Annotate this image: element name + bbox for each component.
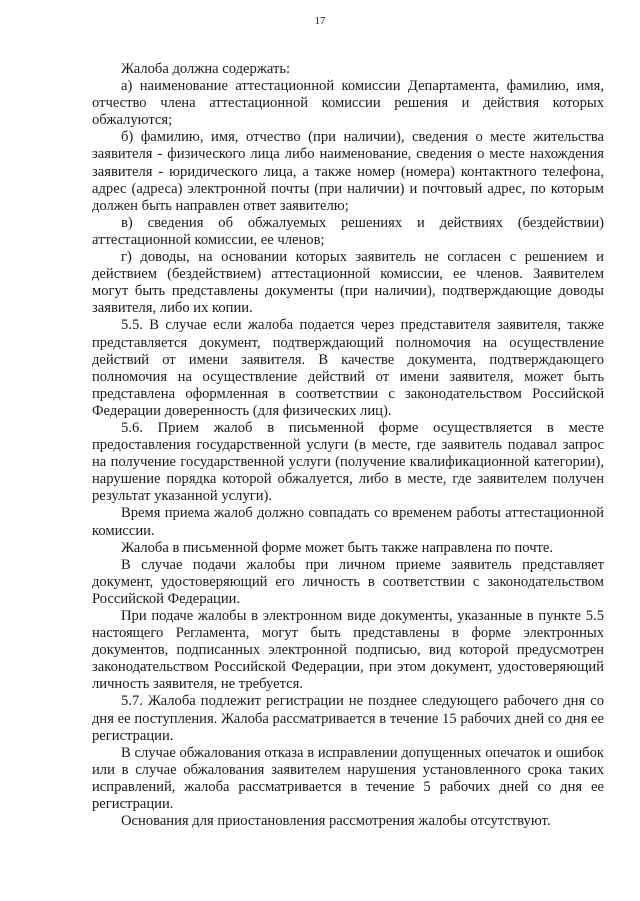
document-body [92,61,604,830]
paragraph-item-g: г) доводы, на основании которых заявитель не согласен с решением и действием (бездействием) аттестационной комиссии, ее членов. Заявителем могут быть представлены документы (при наличии), подтверждающие доводы заявителя, либо их копии. [92,249,604,317]
paragraph-section-5-6: 5.6. Прием жалоб в письменной форме осуществляется в месте предоставления государственной услуги (в месте, где заявитель подавал запрос на получение государственной услуги (получение квалификационной категории), нарушение порядка которой обжалуется, либо в месте, где заявителем получен результат указанной услуги). [92,419,604,505]
paragraph-section-5-5: 5.5. В случае если жалоба подается через представителя заявителя, также представляется документ, подтверждающий полномочия на осуществление действий от имени заявителя. В качестве документа, подтверждающего полномочия на осуществление действий от имени заявителя, может быть представлена оформленная в соответствии с законодательством Российской Федерации доверенность (для физических лиц). [92,317,604,419]
paragraph-electronic-submission: При подаче жалобы в электронном виде документы, указанные в пункте 5.5 настоящего Регламента, могут быть представлены в форме электронных документов, подписанных электронной подписью, вид которой предусмотрен законодательством Российской Федерации, при этом документ, удостоверяющий личность заявителя, не требуется. [92,608,604,693]
paragraph-item-a: а) наименование аттестационной комиссии Департамента, фамилию, имя, отчество члена аттестационной комиссии решения и действия которых обжалуются; [92,78,604,129]
paragraph-typo-correction: В случае обжалования отказа в исправлении допущенных опечаток и ошибок или в случае обжалования заявителем нарушения установленного срока таких исправлений, жалоба рассматривается в течение 5 рабочих дней со дня ее регистрации. [92,744,604,813]
paragraph-no-suspension: Основания для приостановления рассмотрения жалобы отсутствуют. [121,813,551,830]
paragraph-section-5-7: 5.7. Жалоба подлежит регистрации не позднее следующего рабочего дня со дня ее поступления. Жалоба рассматривается в течение 15 рабочих дней со дня ее регистрации. [92,693,604,744]
paragraph-item-v: в) сведения об обжалуемых решениях и действиях (бездействии) аттестационной комиссии, ее членов; [92,214,604,248]
paragraph-postal-submission: Жалоба в письменной форме может быть также направлена по почте. [121,539,554,556]
paragraph-reception-time: Время приема жалоб должно совпадать со временем работы аттестационной комиссии. [92,505,604,539]
paragraph-item-b: б) фамилию, имя, отчество (при наличии), сведения о месте жительства заявителя - физического лица либо наименование, сведения о месте нахождения заявителя - юридического лица, а также номер (номера) контактного телефона, адрес (адреса) электронной почты (при наличии) и почтовый адрес, по которым должен быть направлен ответ заявителю; [92,129,604,214]
paragraph-personal-reception: В случае подачи жалобы при личном приеме заявитель представляет документ, удостоверяющий его личность в соответствии с законодательством Российской Федерации. [92,556,604,607]
paragraph-complaint-contents-intro: Жалоба должна содержать: [121,61,291,77]
page-number: 17 [314,15,326,27]
